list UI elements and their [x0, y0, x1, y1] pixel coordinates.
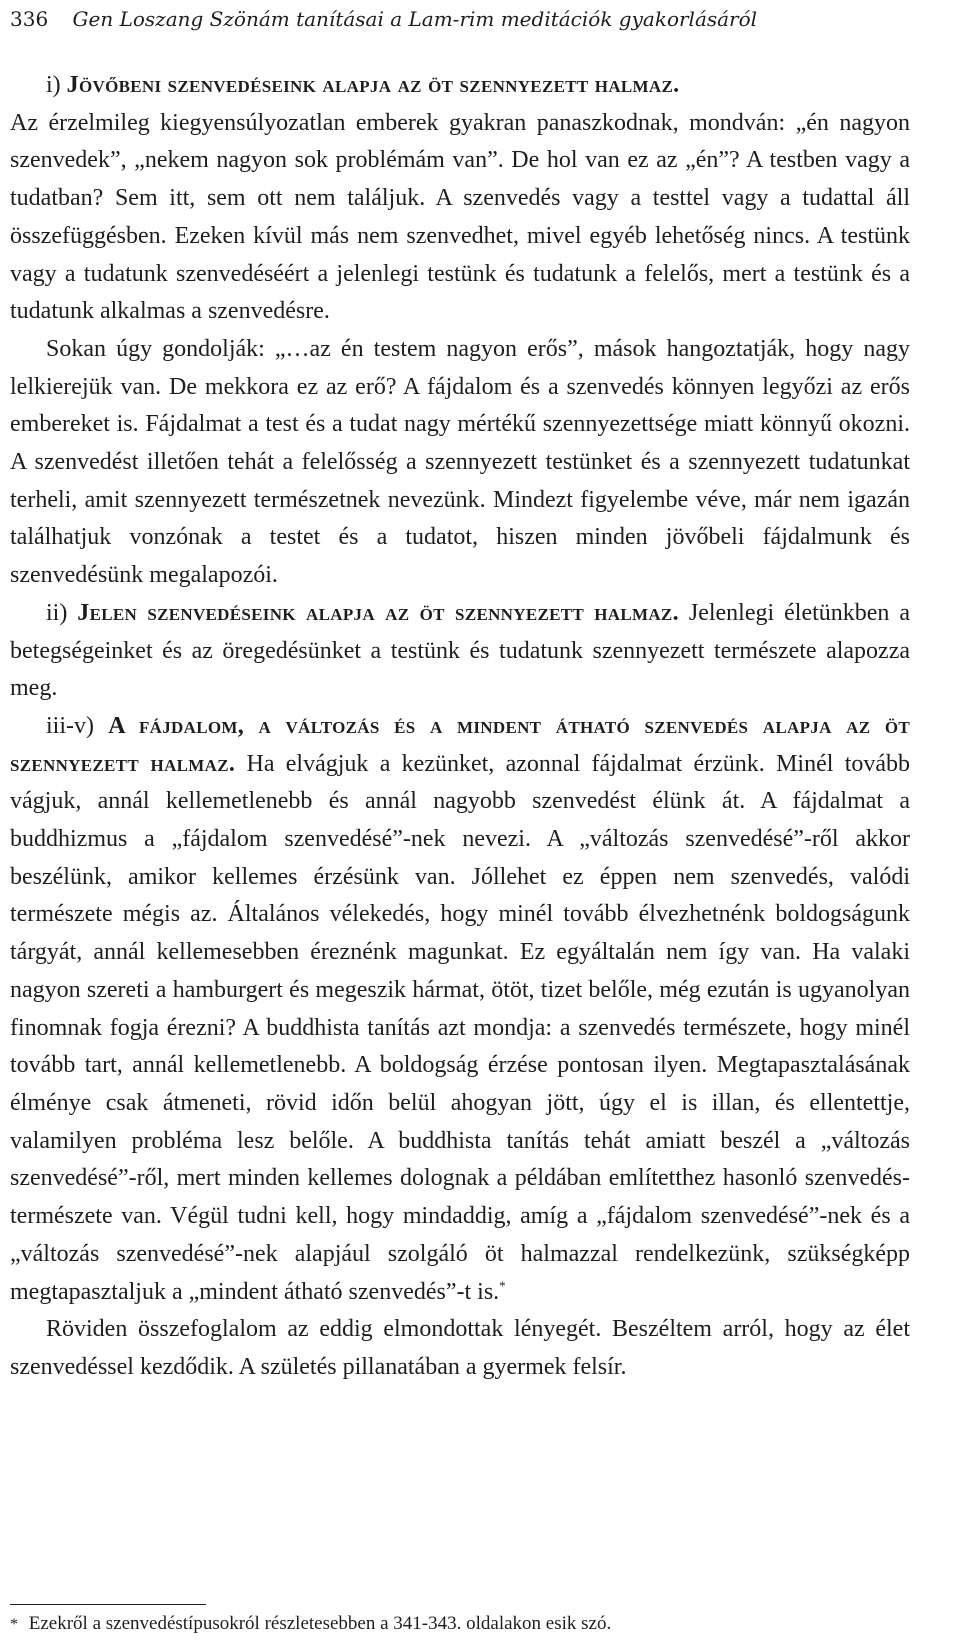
paragraph-strength: Sokan úgy gondolják: „…az én testem nagyon erős”, mások hangoztatják, hogy nagy lelkierejük van. De mekkora ez az erő? A fájdalom és a szenvedés könnyen legyőzi az erős embereket is. Fájdalmat a test és a tudat nagy mértékű szennyezettsége miatt könnyű okozni. A szenvedést illetően tehát a felelősség a szennyezett testünket és a szennyezett tudatunkat terheli, amit szennyezett természetnek nevezünk. Mindezt figyelembe véve, már nem igazán találhatjuk vonzónak a testet és a tudatot, hiszen minden jövőbeli fájdalmunk és szenvedésünk megalapozói.: [10, 335, 910, 589]
section-iii-v-paragraph: [10, 708, 910, 1311]
footnote-divider: [10, 1604, 206, 1605]
running-title: Gen Loszang Szönám tanításai a Lam-rim meditációk gyakorlásáról: [72, 7, 758, 31]
section-i-body: Az érzelmileg kiegyensúlyozatlan emberek gyakran panaszkodnak, mondván: „én nagyon szenvedek”, „nekem nagyon sok problémám van”. De hol van ez az „én”? A testben vagy a tudatban? Sem itt, sem ott nem találjuk. A szenvedés vagy a testtel vagy a tudattal áll összefüggésben. Ezeken kívül más nem szenvedhet, mivel egyéb lehetőség nincs. A testünk vagy a tudatunk szenvedéséért a jelenlegi testünk és tudatunk a felelős, mert a testünk és a tudatunk alkalmas a szenvedésre.: [10, 109, 910, 325]
section-iii-v-heading: A fájdalom, a változás és a mindent átható szenvedés alapja az öt szennyezett halmaz.: [10, 712, 910, 777]
section-ii-paragraph: [10, 595, 910, 708]
section-i-heading: Jövőbeni szenvedéseink alapja az öt szennyezett halmaz.: [66, 72, 680, 98]
footnote: [10, 1611, 611, 1638]
running-header: [10, 6, 757, 32]
body-text: [10, 67, 910, 1387]
section-i-paragraph: [10, 67, 910, 331]
paragraph-summary: Röviden összefoglalom az eddig elmondottak lényegét. Beszéltem arról, hogy az élet szenvedéssel kezdődik. A születés pillanatában a gyermek felsír.: [10, 1316, 910, 1380]
page-number: 336: [10, 7, 49, 31]
section-ii-heading: Jelen szenvedéseink alapja az öt szennyezett halmaz.: [77, 599, 679, 626]
footnote-reference[interactable]: *: [499, 1277, 506, 1293]
footnote-text: Ezekről a szenvedéstípusokról részletesebben a 341-343. oldalakon esik szó.: [28, 1613, 612, 1634]
section-iii-v-number: iii-v): [46, 712, 94, 739]
section-i-number: i): [46, 72, 61, 98]
footnote-marker: *: [10, 1616, 18, 1633]
section-ii-body: Jelenlegi életünkben a betegségeinket és az öregedésünket a testünk és tudatunk szennyezett természete alapozza meg.: [10, 599, 911, 702]
section-iii-v-body: Ha elvágjuk a kezünket, azonnal fájdalmat érzünk. Minél tovább vágjuk, annál kellemetlenebb és annál nagyobb szenvedést élünk át. A fájdalmat a buddhizmus a „fájdalom szenvedésé”-nek nevezi. A „változás szenvedésé”-ről akkor beszélünk, amikor kellemes érzésünk van. Jóllehet ez éppen nem szenvedés, valódi természete mégis az. Általános vélekedés, hogy minél tovább élvezhetnénk boldogságunk tárgyát, annál kellemesebben éreznénk magunkat. Ez egyáltalán nem így van. Ha valaki nagyon szereti a hamburgert és megeszik hármat, ötöt, tizet belőle, még ezután is ugyanolyan finomnak fogja érezni? A buddhista tanítás azt mondja: a szenvedés természete, hogy minél tovább tart, annál kellemetlenebb. A boldogság érzése pontosan ilyen. Megtapasztalásának élménye csak átmeneti, rövid időn belül ahogyan jött, úgy el is illan, és ellentettje, valamilyen probléma lesz belőle. A buddhista tanítás tehát amiatt beszél a „változás szenvedésé”-ről, mert minden kellemes dolognak a példában említetthez hasonló szenvedés-természete van. Végül tudni kell, hogy mindaddig, amíg a „fájdalom szenvedésé”-nek és a „változás szenvedésé”-nek alapjául szolgáló öt halmazzal rendelkezünk, szükségképp megtapasztaljuk a „mindent átható szenvedés”-t is.: [10, 750, 911, 1305]
section-ii-number: ii): [46, 599, 68, 626]
